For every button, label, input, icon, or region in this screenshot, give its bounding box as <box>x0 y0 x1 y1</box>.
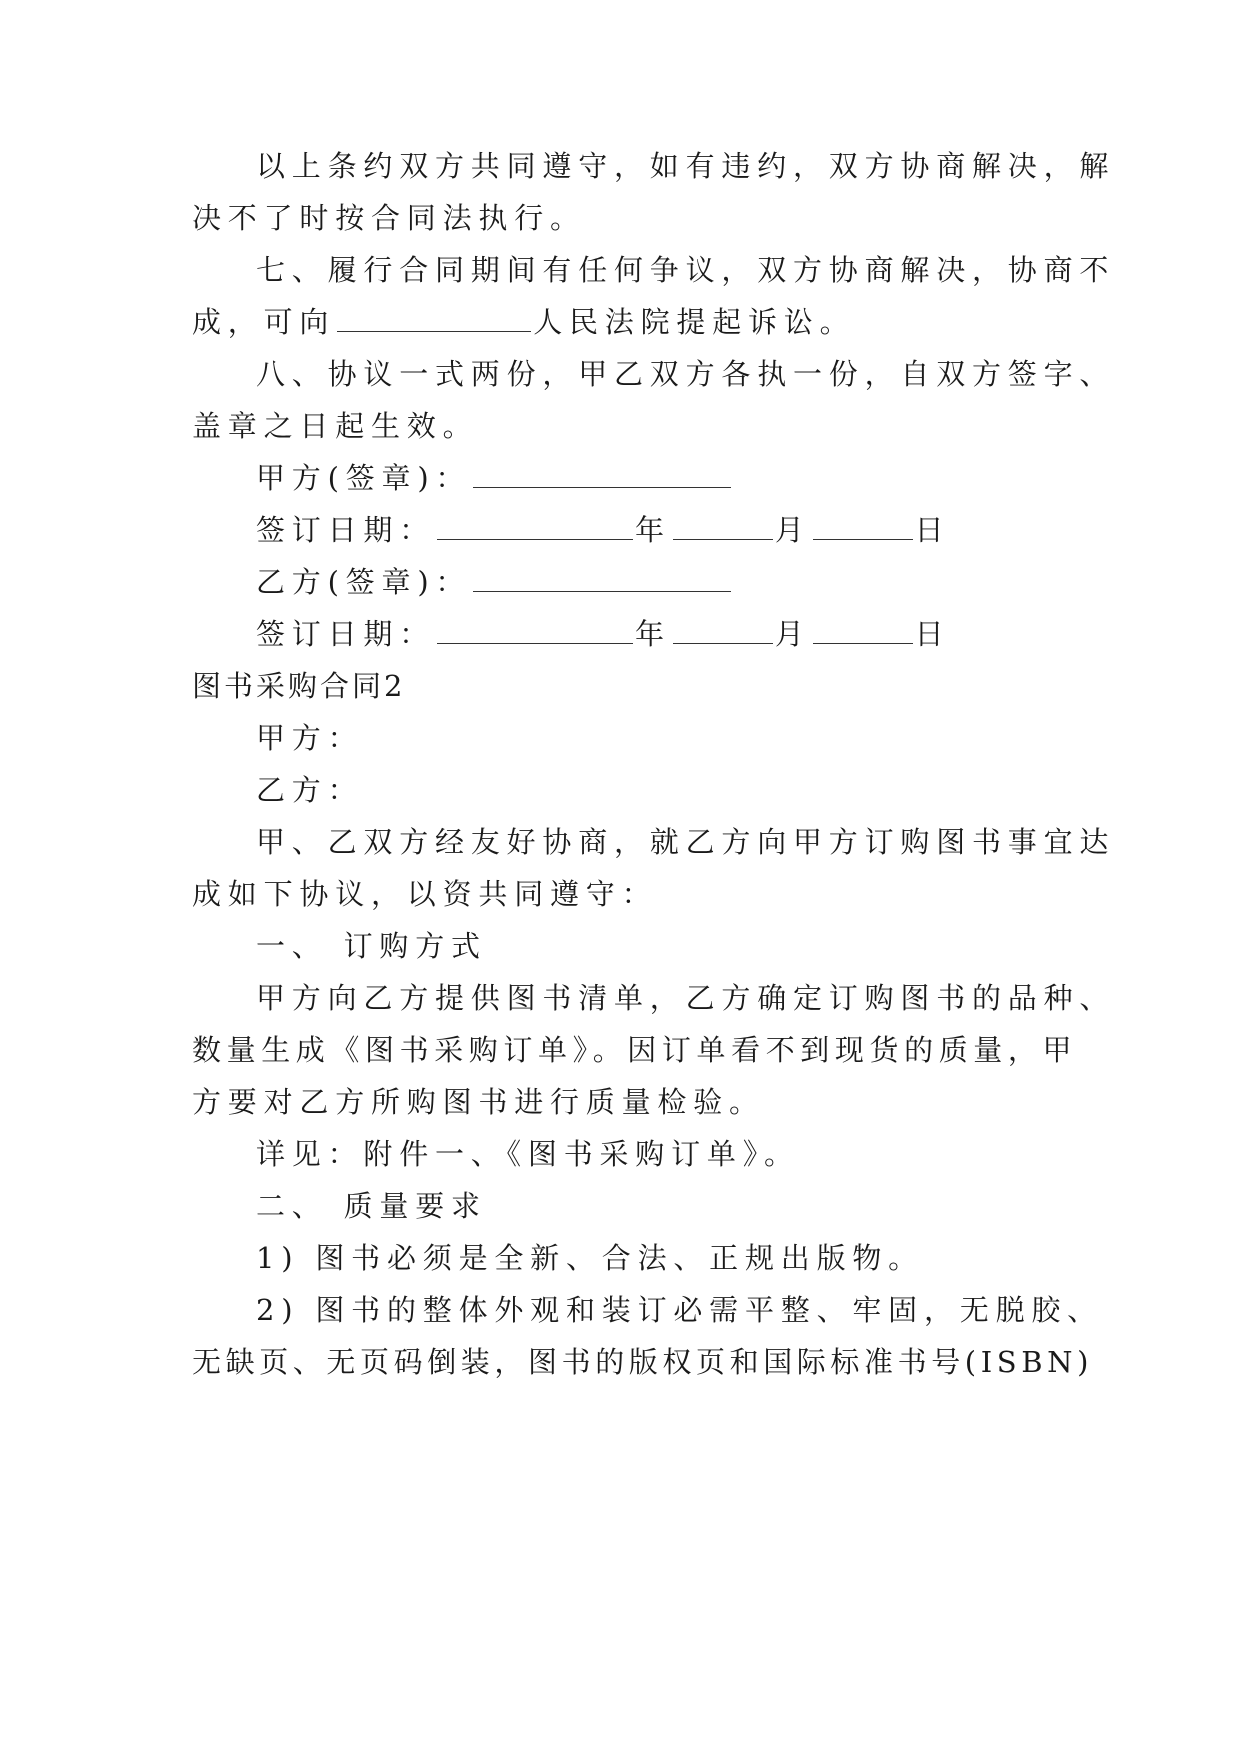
clause-7-suffix: 人民法院提起诉讼。 <box>533 305 856 339</box>
intro-line: 甲、乙双方经友好协商，就乙方向甲方订购图书事宜达 <box>256 825 1116 859</box>
section-1-reference: 详见：附件一、《图书采购订单》。 <box>256 1137 800 1171</box>
clause-7-line <box>192 304 855 340</box>
quality-item-2-continued: 无缺页、无页码倒装，图书的版权页和国际标准书号(ISBN) <box>192 1345 1094 1379</box>
month-label: 月 <box>774 513 811 547</box>
intro-line: 成如下协议，以资共同遵守： <box>192 877 658 911</box>
section-1-line: 数量生成《图书采购订单》。因订单看不到现货的质量，甲 <box>192 1033 1078 1067</box>
party-b-signature-blank <box>473 565 731 592</box>
signing-date-label: 签订日期： <box>256 617 436 651</box>
year-blank <box>437 513 633 540</box>
month-blank <box>673 617 773 644</box>
party-b-label: 乙方： <box>256 773 364 807</box>
day-blank <box>813 513 913 540</box>
clause-text-line: 以上条约双方共同遵守，如有违约，双方协商解决，解 <box>256 149 1116 183</box>
party-a-signature-blank <box>473 461 731 488</box>
clause-text-line: 决不了时按合同法执行。 <box>192 201 586 235</box>
year-label: 年 <box>635 617 671 651</box>
clause-7-prefix: 成，可向 <box>192 305 336 339</box>
clause-7-line: 七、履行合同期间有任何争议，双方协商解决，协商不 <box>256 253 1116 287</box>
court-name-blank <box>337 305 531 332</box>
section-1-line: 甲方向乙方提供图书清单，乙方确定订购图书的品种、 <box>256 981 1116 1015</box>
year-blank <box>437 617 633 644</box>
quality-item-1: 1) 图书必须是全新、合法、正规出版物。 <box>256 1241 924 1275</box>
month-label: 月 <box>774 617 811 651</box>
day-blank <box>813 617 913 644</box>
party-b-signature-line <box>256 564 733 600</box>
quality-item-2: 2) 图书的整体外观和装订必需平整、牢固，无脱胶、 <box>256 1293 1103 1327</box>
party-a-signature-label: 甲方(签章)： <box>256 461 472 495</box>
year-label: 年 <box>635 513 671 547</box>
party-a-signature-line <box>256 460 733 496</box>
month-blank <box>673 513 773 540</box>
section-1-heading: 一、 订购方式 <box>256 929 487 963</box>
clause-8-line: 八、协议一式两份，甲乙双方各执一份，自双方签字、 <box>256 357 1116 391</box>
party-b-signature-label: 乙方(签章)： <box>256 565 472 599</box>
signing-date-line-a <box>256 512 950 548</box>
day-label: 日 <box>914 617 951 651</box>
clause-8-line: 盖章之日起生效。 <box>192 409 479 443</box>
signing-date-label: 签订日期： <box>256 513 436 547</box>
section-1-line: 方要对乙方所购图书进行质量检验。 <box>192 1085 765 1119</box>
day-label: 日 <box>914 513 951 547</box>
contract-2-title: 图书采购合同2 <box>192 669 406 703</box>
signing-date-line-b <box>256 616 950 652</box>
party-a-label: 甲方： <box>256 721 364 755</box>
section-2-heading: 二、 质量要求 <box>256 1189 487 1223</box>
